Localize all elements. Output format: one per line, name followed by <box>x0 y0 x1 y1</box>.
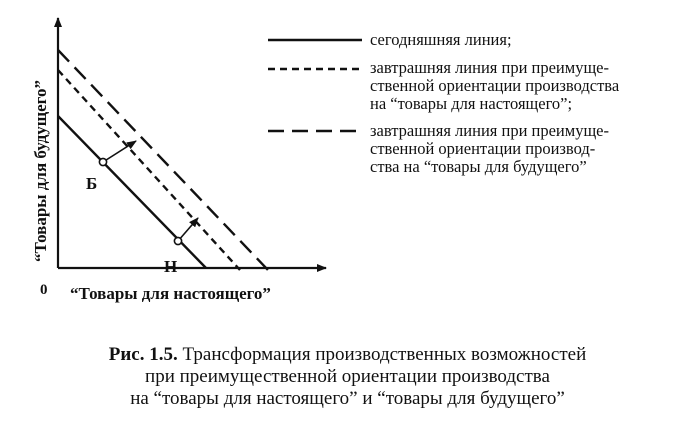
y-axis-title: “Товары для будущего” <box>31 80 50 262</box>
legend-dashed-text: завтрашняя линия при преимуще- ственной ориентации производ- ства на “товары для будущего” <box>370 121 609 176</box>
shift-arrow-n <box>178 218 198 241</box>
caption-line-1 <box>20 344 675 366</box>
legend-dotted-text: завтрашняя линия при преимуще- ственной ориентации производства на “товары для настоящего”; <box>370 58 620 113</box>
caption-figure-number: Рис. 1.5. <box>108 344 178 365</box>
legend-solid-text: сегодняшняя линия; <box>370 30 512 49</box>
point-n <box>174 237 181 244</box>
x-axis-title: “Товары для настоящего” <box>70 284 271 303</box>
tomorrow-present-line <box>58 70 240 270</box>
caption-line-2: при преимущественной ориентации производства <box>145 366 550 387</box>
point-n-label: Н <box>164 257 178 276</box>
tomorrow-future-line <box>58 50 268 270</box>
caption-title: Трансформация производственных возможностей <box>182 344 587 365</box>
origin-label: 0 <box>40 282 48 298</box>
point-b <box>99 158 106 165</box>
point-b-label: Б <box>86 174 98 193</box>
caption-line-3: на “товары для настоящего” и “товары для будущего” <box>130 388 565 409</box>
today-line <box>58 116 206 268</box>
figure-caption <box>20 344 675 410</box>
